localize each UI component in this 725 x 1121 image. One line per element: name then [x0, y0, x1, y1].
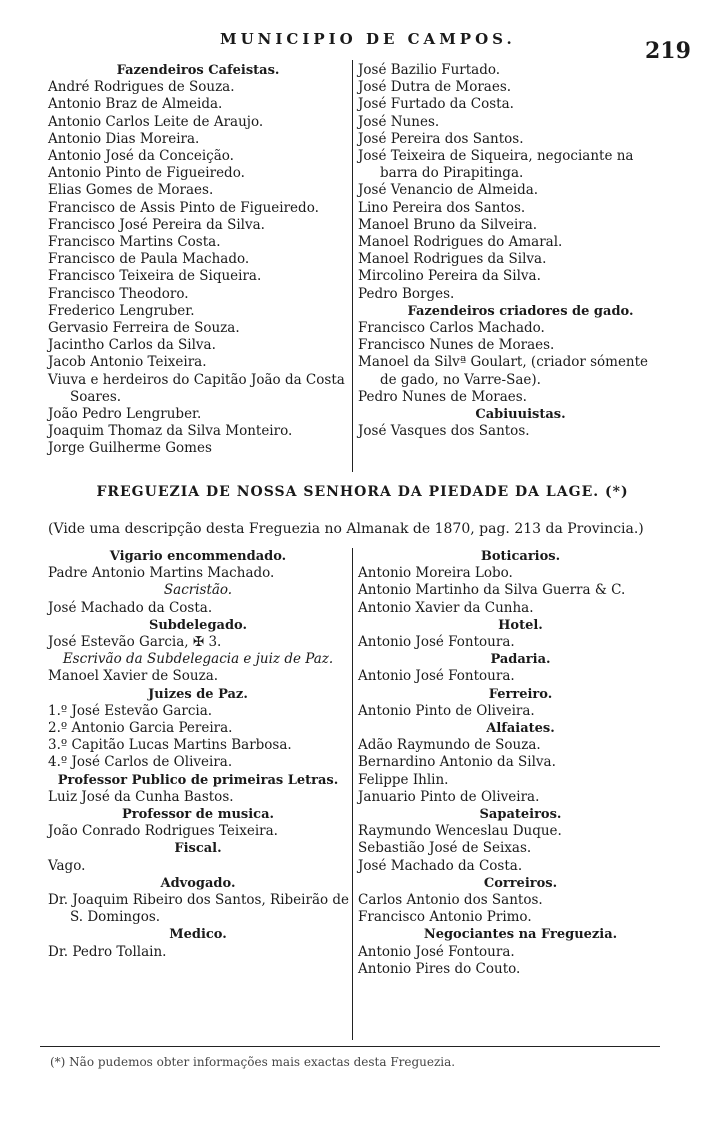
page-header-title: MUNICIPIO DE CAMPOS. [220, 30, 516, 48]
list-item: Luiz José da Cunha Bastos. [48, 788, 234, 805]
list-item: Joaquim Thomaz da Silva Monteiro. [48, 423, 293, 440]
list-item: Antonio Braz de Almeida. [48, 96, 223, 113]
list-item: 3.º Capitão Lucas Martins Barbosa. [48, 737, 292, 754]
list-item: Francisco Carlos Machado. [358, 320, 545, 337]
section-heading: Vigario encommendado. [109, 549, 287, 564]
list-item: Francisco Antonio Primo. [358, 909, 532, 926]
list-item: Francisco Nunes de Moraes. [358, 337, 555, 354]
list-item: José Pereira dos Santos. [358, 130, 524, 147]
list-item: Manoel Rodrigues da Silva. [358, 251, 547, 268]
section-heading: Advogado. [160, 875, 236, 891]
italic-subheading: Sacristão. [163, 582, 233, 599]
list-item: Jorge Guilherme Gomes [48, 440, 212, 457]
list-item: José Nunes. [358, 113, 440, 130]
list-item: Antonio Moreira Lobo. [358, 565, 513, 582]
list-item: Frederico Lengruber. [48, 302, 195, 319]
freguezia-vide-note: (Vide uma descripção desta Freguezia no Almanak de 1870, pag. 213 da Provincia.) [48, 521, 644, 537]
list-item: José Teixeira de Siqueira, negociante na [358, 148, 634, 165]
list-item: Sebastião José de Seixas. [358, 840, 532, 857]
list-item: Vago. [48, 857, 86, 874]
section-heading: Fazendeiros criadores de gado. [407, 303, 634, 319]
list-item: Francisco José Pereira da Silva. [48, 216, 265, 233]
list-item: Antonio Pinto de Figueiredo. [48, 165, 245, 182]
list-item: Antonio José Fontoura. [358, 943, 515, 960]
list-item: Antonio José da Conceição. [48, 148, 234, 165]
column-divider-top [352, 60, 353, 472]
top-left-column [48, 62, 348, 458]
section-heading: Juizes de Paz. [148, 686, 248, 702]
top-right-column [358, 62, 683, 440]
list-item: Jacob Antonio Teixeira. [48, 354, 207, 371]
section-heading: Professor de musica. [121, 807, 275, 823]
list-item: Antonio José Fontoura. [358, 668, 515, 685]
list-item: Francisco de Assis Pinto de Figueiredo. [48, 199, 319, 216]
list-item: José Bazilio Furtado. [358, 62, 501, 78]
list-item: Manoel Bruno da Silveira. [358, 216, 538, 233]
section-heading: Negociantes na Freguezia. [423, 927, 618, 943]
list-item: Carlos Antonio dos Santos. [358, 892, 543, 909]
list-item: Antonio Pires do Couto. [358, 960, 521, 977]
section-heading: Fazendeiros Cafeistas. [116, 63, 280, 78]
list-item: Viuva e herdeiros do Capitão João da Costa [48, 371, 345, 388]
section-heading: Fiscal. [174, 841, 222, 857]
footnote-rule [40, 1046, 660, 1047]
list-item: Francisco Teixeira de Siqueira. [48, 268, 262, 285]
bottom-left-column [48, 548, 348, 961]
list-item: Antonio Xavier da Cunha. [358, 599, 534, 616]
list-item: barra do Pirapitinga. [380, 165, 524, 182]
list-item: José Vasques dos Santos. [358, 423, 530, 440]
list-item: Mircolino Pereira da Silva. [358, 268, 541, 285]
section-heading: Subdelegado. [148, 617, 248, 633]
list-item: Felippe Ihlin. [358, 771, 449, 788]
list-item: Soares. [70, 388, 122, 405]
section-heading: Padaria. [490, 652, 551, 668]
list-item: Jacintho Carlos da Silva. [48, 337, 216, 354]
list-item: Raymundo Wenceslau Duque. [358, 823, 562, 840]
list-item: José Estevão Garcia, ✠ 3. [48, 634, 222, 651]
list-item: 2.º Antonio Garcia Pereira. [48, 720, 233, 737]
list-item: Antonio Martinho da Silva Guerra & C. [358, 582, 626, 599]
section-heading: Alfaiates. [486, 721, 555, 737]
italic-subheading: Escrivão da Subdelegacia e juiz de Paz. [62, 651, 334, 668]
list-item: Antonio José Fontoura. [358, 634, 515, 651]
page-number: 219 [645, 38, 691, 64]
list-item: João Conrado Rodrigues Teixeira. [48, 823, 278, 840]
section-heading: Cabiuuistas. [475, 407, 566, 423]
list-item: Januario Pinto de Oliveira. [358, 788, 540, 805]
list-item: 4.º José Carlos de Oliveira. [48, 754, 233, 771]
list-item: Dr. Joaquim Ribeiro dos Santos, Ribeirão de [48, 892, 350, 909]
list-item: Elias Gomes de Moraes. [48, 182, 214, 199]
list-item: Adão Raymundo de Souza. [358, 737, 541, 754]
list-item: José Machado da Costa. [48, 599, 213, 616]
list-item: Francisco Martins Costa. [48, 234, 221, 251]
list-item: Manoel Rodrigues do Amaral. [358, 234, 563, 251]
list-item: Dr. Pedro Tollain. [48, 943, 167, 960]
list-item: de gado, no Varre-Sae). [380, 371, 541, 388]
list-item: Pedro Nunes de Moraes. [358, 388, 527, 405]
list-item: Antonio Pinto de Oliveira. [358, 702, 535, 719]
freguezia-title: FREGUEZIA DE NOSSA SENHORA DA PIEDADE DA LAGE. (*) [96, 484, 629, 500]
section-heading: Medico. [169, 927, 227, 943]
list-item: Manoel da Silvª Goulart, (criador sómente [358, 354, 649, 371]
list-item: Lino Pereira dos Santos. [358, 199, 526, 216]
list-item: 1.º José Estevão Garcia. [48, 702, 213, 719]
list-item: Bernardino Antonio da Silva. [358, 754, 556, 771]
list-item: Antonio Carlos Leite de Araujo. [48, 113, 264, 130]
list-item: Francisco de Paula Machado. [48, 251, 250, 268]
list-item: José Venancio de Almeida. [358, 182, 539, 199]
list-item: Antonio Dias Moreira. [48, 130, 200, 147]
list-item: João Pedro Lengruber. [48, 406, 202, 423]
section-heading: Correiros. [483, 875, 558, 891]
section-heading: Ferreiro. [488, 686, 553, 702]
list-item: Padre Antonio Martins Machado. [48, 565, 275, 582]
list-item: José Furtado da Costa. [358, 96, 514, 113]
list-item: José Dutra de Moraes. [358, 79, 512, 96]
section-heading: Boticarios. [480, 549, 561, 564]
list-item: Francisco Theodoro. [48, 285, 189, 302]
list-item: José Machado da Costa. [358, 857, 523, 874]
list-item: André Rodrigues de Souza. [48, 79, 235, 96]
list-item: Pedro Borges. [358, 285, 455, 302]
column-divider-bottom [352, 548, 353, 1040]
section-heading: Hotel. [498, 617, 543, 633]
list-item: Manoel Xavier de Souza. [48, 668, 219, 685]
footnote: (*) Não pudemos obter informações mais exactas desta Freguezia. [50, 1055, 456, 1069]
list-item: Gervasio Ferreira de Souza. [48, 320, 240, 337]
section-heading: Professor Publico de primeiras Letras. [57, 772, 339, 788]
bottom-right-column [358, 548, 683, 978]
section-heading: Sapateiros. [479, 807, 562, 823]
list-item: S. Domingos. [70, 909, 161, 926]
